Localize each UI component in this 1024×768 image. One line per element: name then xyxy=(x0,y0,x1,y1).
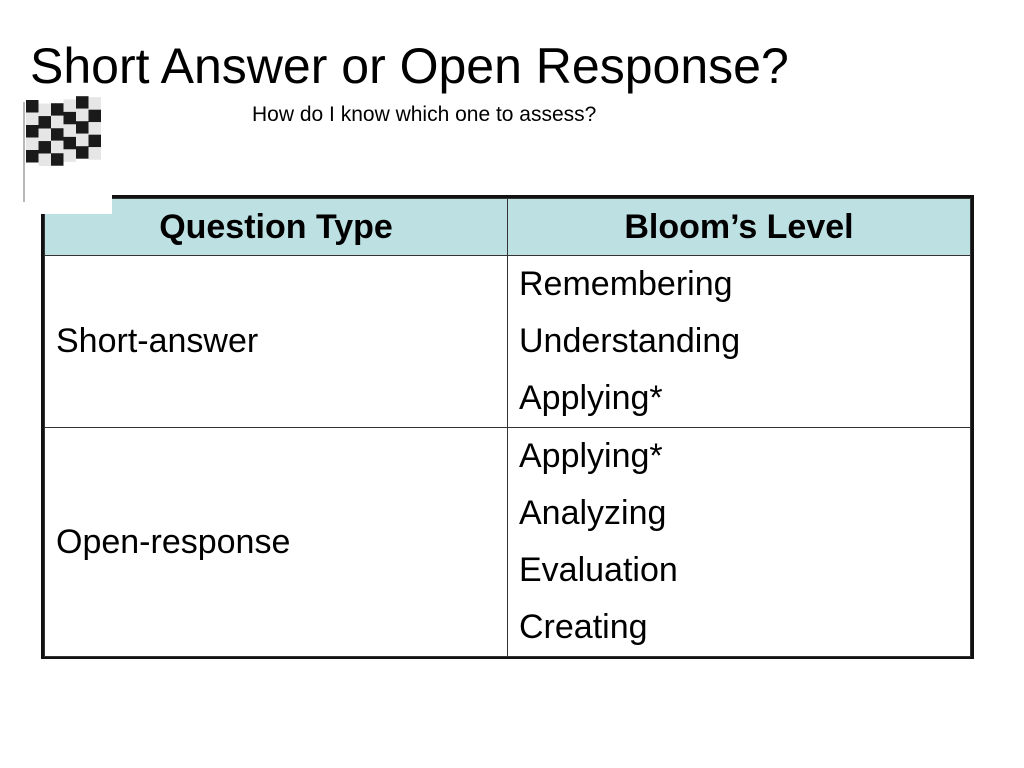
table-header-row xyxy=(45,199,971,256)
flag-pole xyxy=(23,102,25,202)
checkered-flag-graphic xyxy=(20,96,112,214)
level-item: Evaluation xyxy=(519,551,678,589)
table-row xyxy=(45,428,971,657)
bloom-table-frame xyxy=(41,195,974,659)
flag-square xyxy=(26,113,39,126)
flag-square xyxy=(51,103,64,116)
level-item: Applying* xyxy=(519,437,663,475)
flag-square xyxy=(39,141,52,154)
flag-square xyxy=(39,129,52,142)
level-item: Creating xyxy=(519,608,648,646)
flag-square xyxy=(64,137,77,150)
checkered-flag-icon xyxy=(20,96,112,214)
flag-square xyxy=(39,116,52,128)
flag-square xyxy=(89,122,102,135)
flag-square xyxy=(76,109,89,122)
question-type-cell: Short-answer xyxy=(45,256,508,428)
flag-square xyxy=(76,96,89,109)
question-type-cell: Open-response xyxy=(45,428,508,657)
flag-square xyxy=(39,104,52,117)
flag-square xyxy=(89,135,102,148)
flag-square xyxy=(64,149,77,162)
flag-square xyxy=(76,121,89,134)
flag-square xyxy=(89,97,102,110)
level-item: Understanding xyxy=(519,322,741,360)
bloom-table xyxy=(44,198,971,657)
table-row xyxy=(45,256,971,428)
header-blooms-level: Bloom’s Level xyxy=(508,199,971,256)
level-item: Remembering xyxy=(519,265,733,303)
flag-square xyxy=(89,147,102,160)
flag-square xyxy=(89,110,102,123)
header-question-type: Question Type xyxy=(45,199,508,256)
blooms-level-cell xyxy=(508,256,971,428)
slide-title: Short Answer or Open Response? xyxy=(30,38,789,94)
flag-square xyxy=(76,134,89,147)
flag-square xyxy=(64,124,77,137)
flag-square xyxy=(51,116,64,128)
flag-square xyxy=(26,100,39,113)
level-item: Applying* xyxy=(519,379,663,417)
flag-square xyxy=(76,146,89,159)
flag-square xyxy=(64,112,77,125)
flag-square xyxy=(51,128,64,141)
blooms-level-cell xyxy=(508,428,971,657)
flag-square xyxy=(51,141,64,154)
flag-square xyxy=(26,125,39,138)
flag-square xyxy=(39,154,52,167)
flag-cloth xyxy=(26,96,101,166)
level-item: Analyzing xyxy=(519,494,667,532)
flag-square xyxy=(26,150,39,163)
flag-square xyxy=(26,138,39,151)
slide-subtitle: How do I know which one to assess? xyxy=(252,103,597,126)
flag-square xyxy=(51,153,64,166)
flag-square xyxy=(64,99,77,112)
